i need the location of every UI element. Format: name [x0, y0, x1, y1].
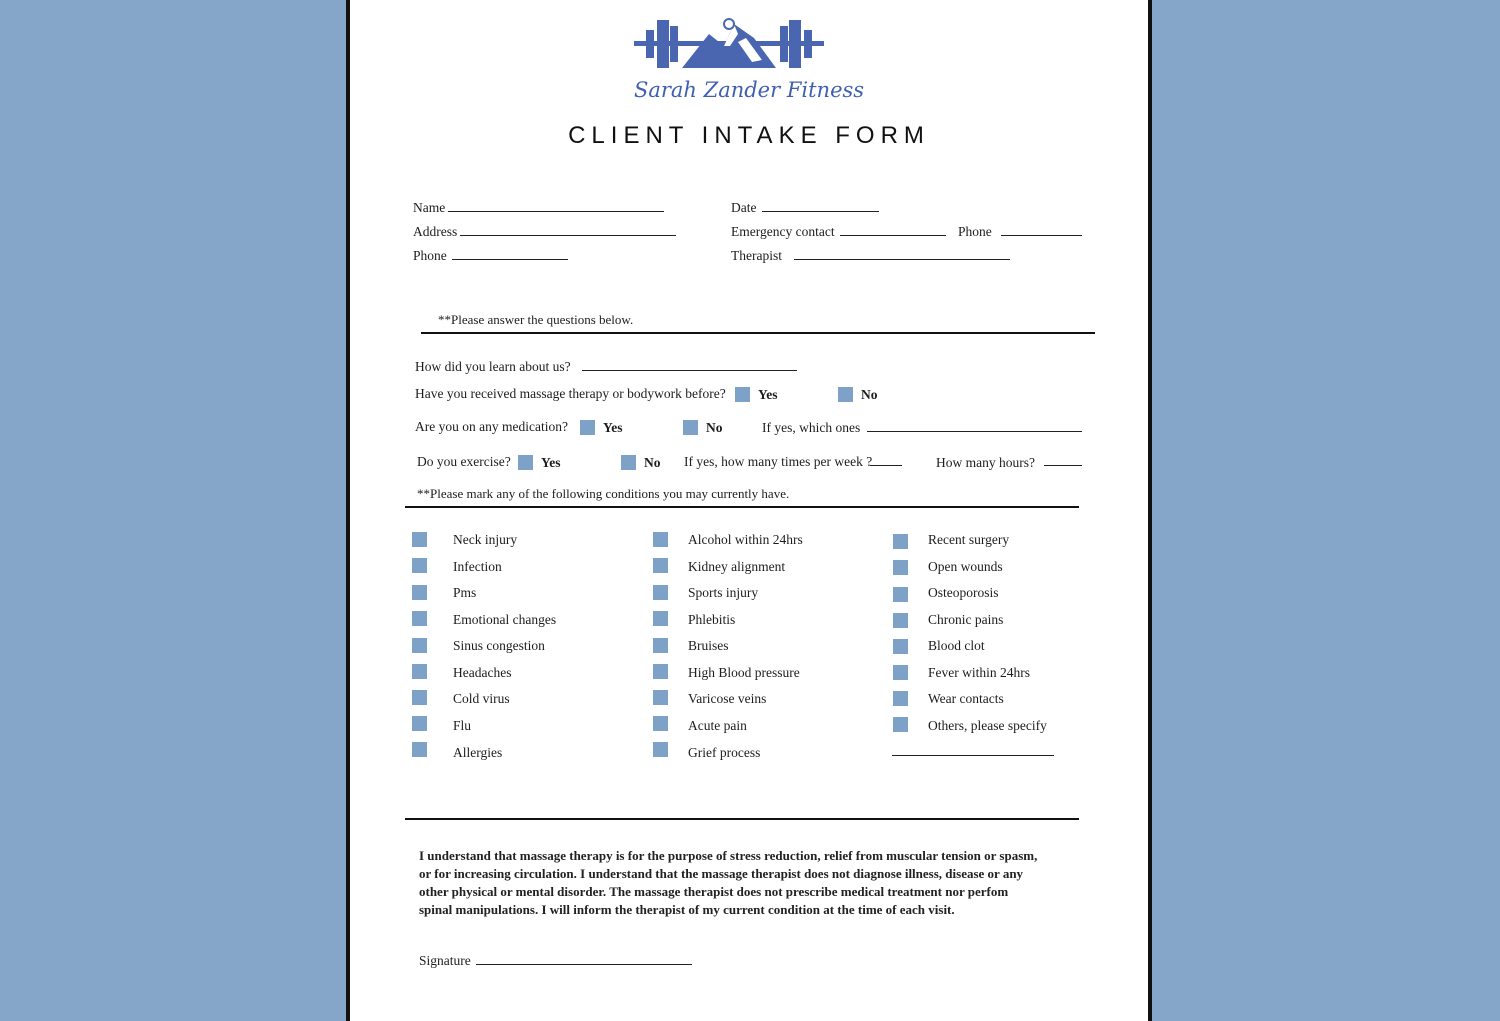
phone-field[interactable] — [452, 259, 568, 260]
exercise-hours-field[interactable] — [1044, 465, 1082, 466]
condition-checkbox[interactable] — [412, 585, 427, 600]
therapist-field[interactable] — [794, 259, 1010, 260]
condition-checkbox[interactable] — [653, 716, 668, 731]
condition-checkbox[interactable] — [893, 534, 908, 549]
condition-checkbox[interactable] — [653, 532, 668, 547]
condition-checkbox[interactable] — [653, 664, 668, 679]
condition-checkbox[interactable] — [412, 611, 427, 626]
question-exercise: Do you exercise? — [417, 454, 511, 469]
conditions-divider-top — [405, 506, 1079, 508]
question-massage: Have you received massage therapy or bodywork before? — [415, 386, 726, 401]
condition-checkbox[interactable] — [412, 716, 427, 731]
condition-label: Wear contacts — [928, 691, 1004, 706]
condition-label: Alcohol within 24hrs — [688, 532, 803, 547]
condition-label: Varicose veins — [688, 691, 767, 706]
condition-label: Emotional changes — [453, 612, 557, 627]
consent-disclaimer: I understand that massage therapy is for the purpose of stress reduction, relief from muscular tension or spasm, or for increasing circulation. I understand that the massage therapist does not diagnose illness, disease or any other physical or mental disorder. The massage therapist does not prescribe medical treatment nor perfom spinal manipulations. I will inform the therapist of my current condition at the time of each visit. — [419, 848, 1038, 917]
form-title: CLIENT INTAKE FORM — [568, 122, 930, 149]
massage-no-checkbox[interactable] — [838, 387, 853, 402]
exercise-hours-label: How many hours? — [936, 455, 1035, 470]
condition-checkbox[interactable] — [412, 558, 427, 573]
condition-label: Neck injury — [453, 532, 518, 547]
medication-no-checkbox[interactable] — [683, 420, 698, 435]
exercise-times-field[interactable] — [870, 465, 902, 466]
condition-label: Pms — [453, 585, 477, 600]
conditions-instructions: **Please mark any of the following conditions you may currently have. — [417, 486, 790, 501]
signature-field[interactable] — [476, 964, 692, 965]
condition-checkbox[interactable] — [653, 611, 668, 626]
emergency-contact-label: Emergency contact — [731, 224, 835, 239]
condition-checkbox[interactable] — [893, 587, 908, 602]
signature-label: Signature — [419, 953, 471, 968]
condition-checkbox[interactable] — [653, 638, 668, 653]
section-divider — [421, 332, 1095, 334]
massage-yes-checkbox[interactable] — [735, 387, 750, 402]
medication-no-label: No — [706, 420, 723, 435]
emergency-phone-field[interactable] — [1001, 235, 1082, 236]
condition-checkbox[interactable] — [653, 585, 668, 600]
instructions-text: **Please answer the questions below. — [438, 312, 634, 327]
massage-yes-label: Yes — [758, 387, 778, 402]
brand-name: Sarah Zander Fitness — [633, 78, 865, 102]
date-label: Date — [731, 200, 757, 215]
condition-checkbox[interactable] — [653, 690, 668, 705]
condition-label: Kidney alignment — [688, 559, 786, 574]
condition-label: Headaches — [453, 665, 512, 680]
exercise-no-label: No — [644, 455, 661, 470]
condition-label: Recent surgery — [928, 532, 1010, 547]
condition-checkbox[interactable] — [893, 613, 908, 628]
form-page — [346, 0, 1152, 1021]
exercise-times-label: If yes, how many times per week ? — [684, 454, 873, 469]
exercise-yes-label: Yes — [541, 455, 561, 470]
condition-checkbox[interactable] — [653, 742, 668, 757]
name-label: Name — [413, 200, 446, 215]
condition-label: Chronic pains — [928, 612, 1004, 627]
condition-label: Open wounds — [928, 559, 1003, 574]
condition-label: Grief process — [688, 745, 761, 760]
condition-label: High Blood pressure — [688, 665, 800, 680]
condition-label: Others, please specify — [928, 718, 1047, 733]
emergency-phone-label: Phone — [958, 224, 992, 239]
medication-yes-label: Yes — [603, 420, 623, 435]
address-label: Address — [413, 224, 458, 239]
condition-label: Infection — [453, 559, 502, 574]
medication-yes-checkbox[interactable] — [580, 420, 595, 435]
condition-checkbox[interactable] — [412, 742, 427, 757]
question-medication: Are you on any medication? — [415, 419, 568, 434]
learn-field[interactable] — [582, 370, 797, 371]
condition-label: Blood clot — [928, 638, 985, 653]
condition-label: Flu — [453, 718, 472, 733]
emergency-contact-field[interactable] — [840, 235, 946, 236]
condition-label: Fever within 24hrs — [928, 665, 1030, 680]
condition-checkbox[interactable] — [893, 717, 908, 732]
condition-checkbox[interactable] — [412, 690, 427, 705]
medication-field[interactable] — [867, 431, 1082, 432]
condition-label: Sinus congestion — [453, 638, 545, 653]
massage-no-label: No — [861, 387, 878, 402]
conditions-divider-bottom — [405, 818, 1079, 820]
question-learn: How did you learn about us? — [415, 359, 571, 374]
condition-checkbox[interactable] — [412, 664, 427, 679]
name-field[interactable] — [448, 211, 664, 212]
dumbbell-mountain-icon — [634, 16, 824, 76]
condition-checkbox[interactable] — [893, 691, 908, 706]
others-specify-field[interactable] — [892, 755, 1054, 756]
condition-label: Cold virus — [453, 691, 510, 706]
condition-label: Bruises — [688, 638, 729, 653]
address-field[interactable] — [460, 235, 676, 236]
exercise-no-checkbox[interactable] — [621, 455, 636, 470]
condition-label: Sports injury — [688, 585, 759, 600]
condition-checkbox[interactable] — [412, 532, 427, 547]
phone-label: Phone — [413, 248, 447, 263]
condition-label: Phlebitis — [688, 612, 736, 627]
condition-label: Osteoporosis — [928, 585, 999, 600]
condition-checkbox[interactable] — [893, 560, 908, 575]
exercise-yes-checkbox[interactable] — [518, 455, 533, 470]
therapist-label: Therapist — [731, 248, 782, 263]
condition-checkbox[interactable] — [893, 639, 908, 654]
date-field[interactable] — [762, 211, 879, 212]
condition-checkbox[interactable] — [653, 558, 668, 573]
medication-followup-label: If yes, which ones — [762, 420, 861, 435]
condition-checkbox[interactable] — [893, 665, 908, 680]
condition-label: Allergies — [453, 745, 503, 760]
condition-label: Acute pain — [688, 718, 747, 733]
condition-checkbox[interactable] — [412, 638, 427, 653]
